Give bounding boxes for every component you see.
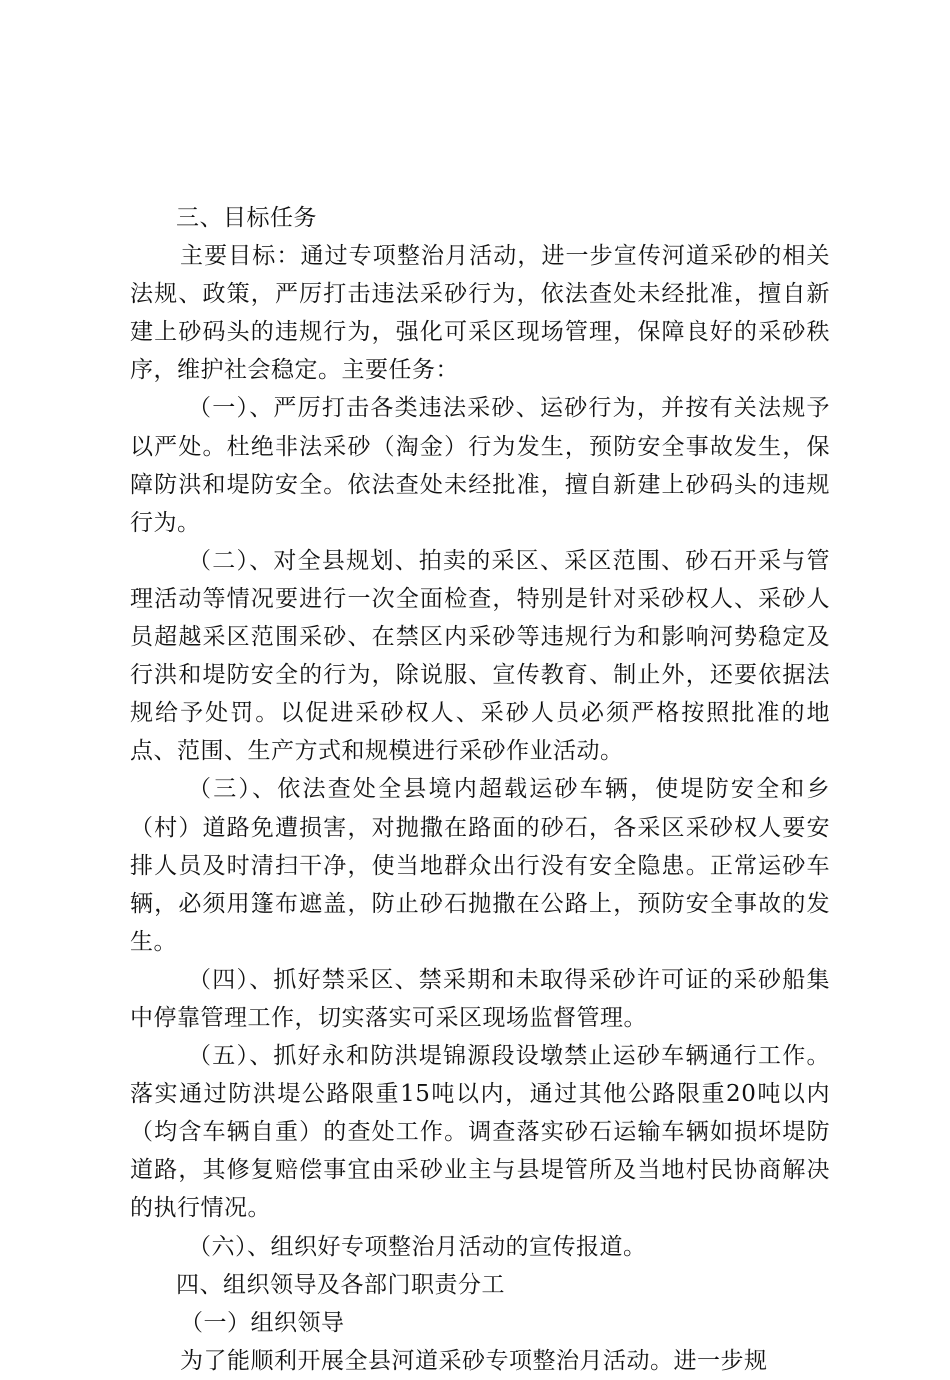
paragraph-main-goal: 主要目标：通过专项整治月活动，进一步宣传河道采砂的相关法规、政策，严厉打击违法采砂行为，依法查处未经批准，擅自新建上砂码头的违规行为，强化可采区现场管理，保障良好的采砂秩序，维护社会稳定。主要任务： — [130, 243, 830, 384]
paragraph-leadership-intro: 为了能顺利开展全县河道采砂专项整治月活动。进一步规 — [180, 1347, 768, 1374]
subheading-leadership: （一）组织领导 — [180, 1309, 345, 1336]
section-heading-organization: 四、组织领导及各部门职责分工 — [176, 1271, 505, 1298]
paragraph-task-2: （二）、对全县规划、拍卖的采区、采区范围、砂石开采与管理活动等情况要进行一次全面检查，特别是针对采砂权人、采砂人员超越采区范围采砂、在禁区内采砂等违规行为和影响河势稳定及行洪和堤防安全的行为，除说服、宣传教育、制止外，还要依据法规给予处罚。以促进采砂权人、采砂人员必须严格按照批准的地点、范围、生产方式和规模进行采砂作业活动。 — [130, 547, 830, 765]
document-body — [130, 199, 830, 1380]
paragraph-task-6: （六）、组织好专项整治月活动的宣传报道。 — [188, 1233, 647, 1260]
paragraph-task-3: （三）、依法查处全县境内超载运砂车辆，使堤防安全和乡（村）道路免遭损害，对抛撒在路面的砂石，各采区采砂权人要安排人员及时清扫干净，使当地群众出行没有安全隐患。正常运砂车辆，必须用篷布遮盖，防止砂石抛撒在公路上，预防安全事故的发生。 — [130, 776, 830, 955]
paragraph-task-4: （四）、抓好禁采区、禁采期和未取得采砂许可证的采砂船集中停靠管理工作，切实落实可采区现场监督管理。 — [130, 966, 830, 1031]
section-heading-goals: 三、目标任务 — [176, 205, 317, 231]
paragraph-task-1: （一）、严厉打击各类违法采砂、运砂行为，并按有关法规予以严处。杜绝非法采砂（淘金）行为发生，预防安全事故发生，保障防洪和堤防安全。依法查处未经批准，擅自新建上砂码头的违规行为。 — [130, 395, 830, 536]
paragraph-task-5: （五）、抓好永和防洪堤锦源段设墩禁止运砂车辆通行工作。落实通过防洪堤公路限重15吨以内，通过其他公路限重20吨以内（均含车辆自重）的查处工作。调查落实砂石运输车辆如损坏堤防道路，其修复赔偿事宜由采砂业主与县堤管所及当地村民协商解决的执行情况。 — [130, 1043, 830, 1222]
